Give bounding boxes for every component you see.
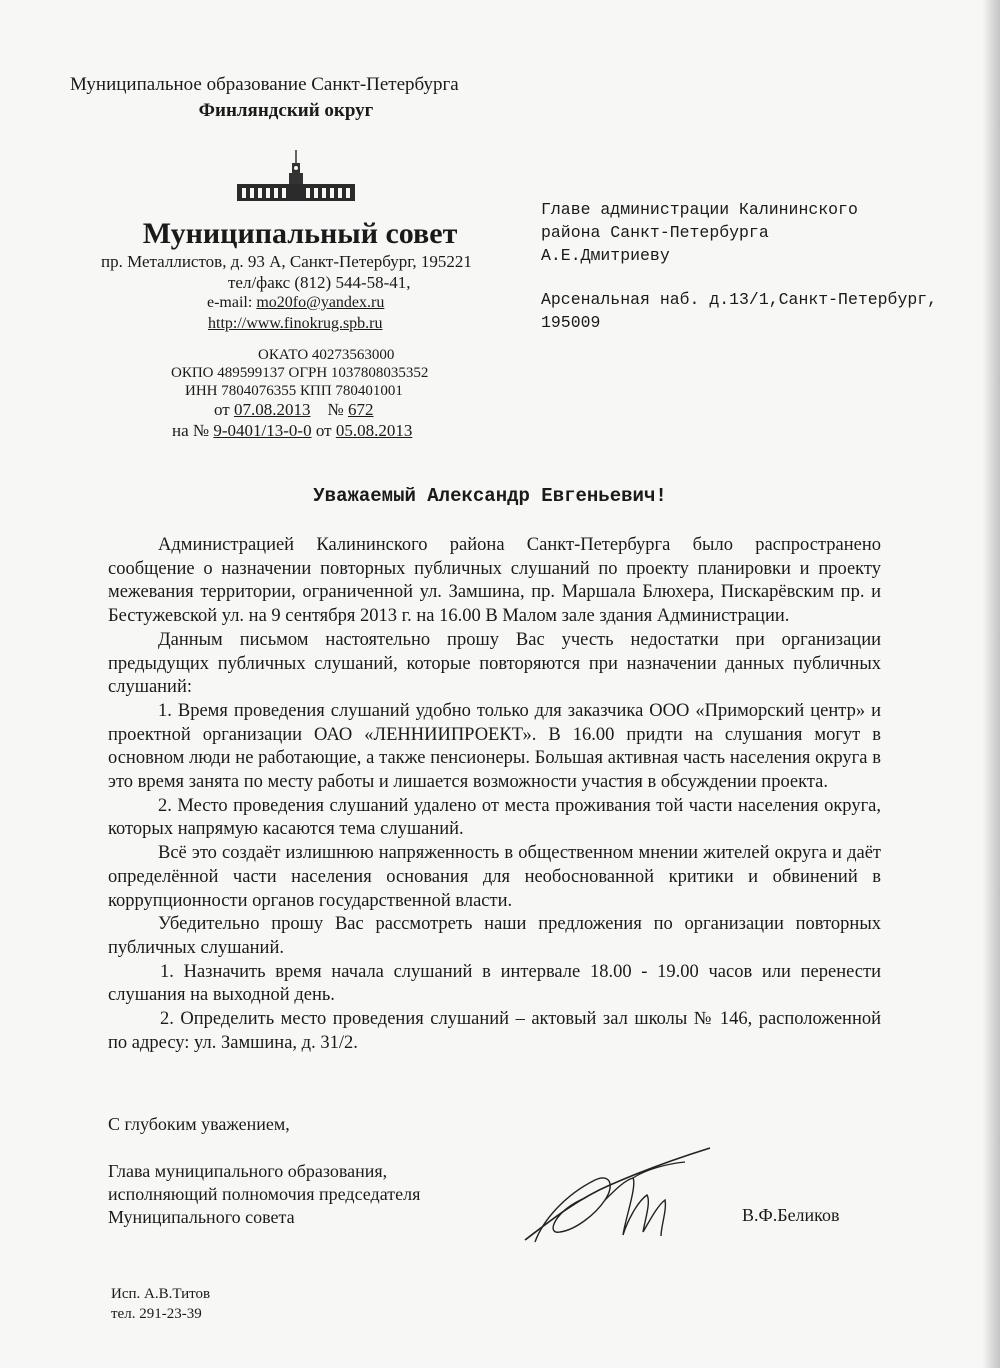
ref-on-label: на №	[172, 421, 214, 440]
signer-name: В.Ф.Беликов	[742, 1205, 840, 1225]
letterhead-district: Финляндский округ	[198, 100, 374, 121]
council-address: пр. Металлистов, д. 93 А, Санкт-Петербург, 195221	[101, 252, 472, 271]
email-label: e-mail:	[207, 294, 257, 311]
recipient-block	[541, 198, 937, 334]
signer-title-line-1: Глава муниципального образования,	[108, 1161, 388, 1181]
ref-date: 07.08.2013	[233, 400, 311, 419]
ref-no-label: №	[327, 400, 348, 419]
executor-phone: тел. 291-23-39	[111, 1306, 202, 1322]
signer-title	[108, 1160, 420, 1229]
inn-kpp-code: ИНН 7804076355 КПП 780401001	[185, 383, 403, 399]
ref-from-label: от	[214, 400, 234, 419]
ref-on-from-label: от	[311, 421, 336, 440]
outgoing-reference	[214, 400, 373, 420]
paragraph-proposal-1: 1. Назначить время начала слушаний в интервале 18.00 - 19.00 часов или перенести слушания на выходной день.	[108, 961, 881, 1006]
incoming-reference	[172, 421, 412, 441]
greeting: Уважаемый Александр Евгеньевич!	[313, 485, 667, 507]
paragraph-issue-1: 1. Время проведения слушаний удобно только для заказчика ООО «Приморский центр» и проектной организации ОАО «ЛЕННИИПРОЕКТ». В 16.00 придти на слушания могут в основном люди не работающие, а также пенсионеры. Большая активная часть населения округа в это время занята по месту работы и лишается возможности участия в обсуждении проекта.	[108, 700, 881, 793]
closing-phrase: С глубоким уважением,	[108, 1114, 290, 1134]
recipient-address-2: 195009	[541, 313, 601, 332]
paragraph-announcement: Администрацией Калининского района Санкт-Петербурга было распространено сообщение о назначении повторных публичных слушаний по проекту планировки и проекту межевания территории, ограниченной ул. Замшина, пр. Маршала Блюхера, Пискарёвским пр. и Бестужевской ул. на 9 сентября 2013 г. на 16.00 В Малом зале здания Администрации.	[108, 535, 881, 627]
recipient-line-2: района Санкт-Петербурга	[541, 223, 769, 242]
paragraph-issue-2: 2. Место проведения слушаний удалено от места проживания той части населения округа, которых напрямую касаются тема слушаний.	[108, 795, 881, 840]
council-building-logo	[236, 150, 356, 202]
ref-on-number: 9-0401/13-0-0	[213, 421, 312, 440]
okato-code: ОКАТО 40273563000	[258, 347, 395, 363]
email-link[interactable]: mo20fo@yandex.ru	[256, 294, 385, 311]
scan-edge-shadow	[982, 0, 1000, 1368]
recipient-line-1: Главе администрации Калининского	[541, 200, 858, 219]
website-link[interactable]: http://www.finokrug.spb.ru	[208, 315, 383, 332]
signer-title-line-3: Муниципального совета	[108, 1207, 295, 1227]
letter-body	[108, 534, 881, 1055]
paragraph-consequence: Всё это создаёт излишнюю напряженность в общественном мнении жителей округа и даёт определённой части населения основания для необоснованной критики и обвинений в коррупционности органов государственной власти.	[108, 843, 881, 911]
recipient-line-3: А.Е.Дмитриеву	[541, 246, 670, 265]
okpo-ogrn-code: ОКПО 489599137 ОГРН 1037808035352	[171, 365, 429, 381]
paragraph-proposal-intro: Убедительно прошу Вас рассмотреть наши предложения по организации повторных публичных слушаний.	[108, 914, 881, 958]
executor-name: Исп. А.В.Титов	[111, 1286, 211, 1302]
recipient-address-1: Арсенальная наб. д.13/1,Санкт-Петербург,	[541, 290, 938, 309]
paragraph-request: Данным письмом настоятельно прошу Вас учесть недостатки при организации предыдущих публичных слушаний, которые повторяются при назначении данных публичных слушаний:	[108, 629, 881, 698]
paragraph-proposal-2: 2. Определить место проведения слушаний – актовый зал школы № 146, расположенной по адресу: ул. Замшина, д. 31/2.	[108, 1009, 881, 1053]
ref-number: 672	[347, 400, 374, 419]
council-email-line	[207, 294, 384, 312]
handwritten-signature	[515, 1140, 725, 1255]
council-phone: тел/факс (812) 544-58-41,	[228, 273, 411, 292]
council-title: Муниципальный совет	[142, 217, 458, 250]
ref-on-date: 05.08.2013	[335, 421, 413, 440]
signer-title-line-2: исполняющий полномочия председателя	[108, 1184, 421, 1204]
letterhead-org-line: Муниципальное образование Санкт-Петербурга	[70, 74, 459, 95]
